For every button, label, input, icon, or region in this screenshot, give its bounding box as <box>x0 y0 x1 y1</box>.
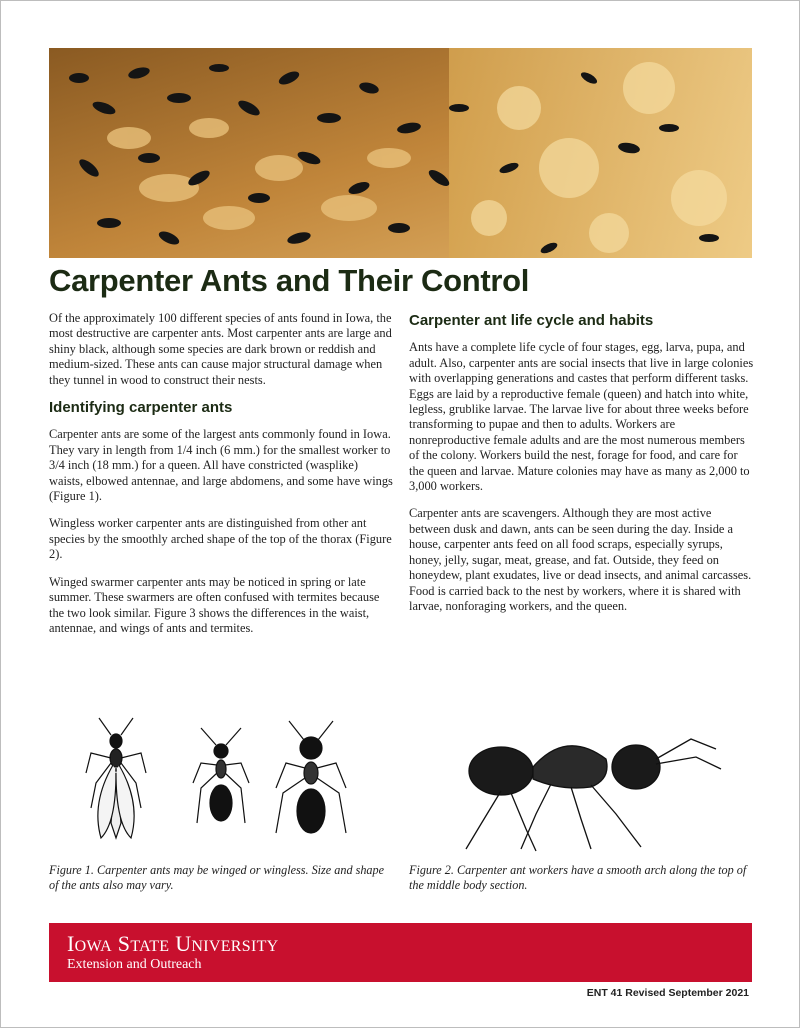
lifecycle-paragraph-1: Ants have a complete life cycle of four stages, egg, larva, pupa, and adult. Also, carpenter ants are social insects that live in large colonies with overlapping generations and castes that perform different tasks. Eggs are laid by a reproductive female (queen) and hatch into white, legless, grublike larvae. The larvae live for about three weeks before transforming to pupae and then to adults. Workers are nonreproductive female adults and are the most numerous members of the colony. Workers build the nest, forage for food, and care for the queen and larvae. Mature colonies may have as many as 2,000 to 3,000 workers. <box>409 340 754 494</box>
publication-code: ENT 41 Revised September 2021 <box>586 987 749 999</box>
lifecycle-paragraph-2: Carpenter ants are scavengers. Although they are most active between dusk and dawn, ants can be seen during the day. Inside a house, carpenter ants feed on all food scraps, especially syrups, honey, jelly, sugar, meat, grease, and fat. Outside, they feed on honeydew, plant exudates, live or dead insects, and animal carcasses. Food is carried back to the nest by workers, where it is shared with larvae, nonforaging workers, and the queen. <box>409 506 752 613</box>
section-heading-identifying: Identifying carpenter ants <box>49 399 233 417</box>
winged-ant-illustration <box>86 718 146 838</box>
intro-paragraph: Of the approximately 100 different species of ants found in Iowa, the most destructive are carpenter ants. Most carpenter ants are large and shiny black, although some species are dark brown or reddish and medium-sized. These ants can cause major structural damage when they tunnel in wood to construct their nests. <box>49 311 392 387</box>
identifying-paragraph-3: Winged swarmer carpenter ants may be noticed in spring or late summer. These swarmers are often confused with termites because the two look similar. Figure 3 shows the differences in the waist, antennae, and wings of ants and termites. <box>49 574 380 635</box>
figure-2-worker-ant-side-view <box>441 729 741 854</box>
page-title: Carpenter Ants and Their Control <box>49 263 530 298</box>
identifying-paragraph-1: Carpenter ants are some of the largest ants commonly found in Iowa. They vary in length from 1/4 inch (6 mm.) for the smallest worker to 3/4 inch (18 mm.) for a queen. All have constricted (wasplike) waists, elbowed antennae, and large abdomens, and some have wings (Figure 1). <box>49 427 393 504</box>
large-worker-ant-illustration <box>276 721 346 833</box>
university-wordmark: IOWA STATE UNIVERSITY <box>67 931 279 956</box>
left-column <box>49 311 394 648</box>
figure-2-caption: Figure 2. Carpenter ant workers have a smooth arch along the top of the middle body section. <box>409 863 747 892</box>
right-column <box>409 313 754 626</box>
extension-subtitle: Extension and Outreach <box>67 957 202 972</box>
worker-ant-illustration <box>193 728 249 823</box>
figure-1-caption: Figure 1. Carpenter ants may be winged or wingless. Size and shape of the ants also may vary. <box>49 863 385 892</box>
figure-1-ant-illustrations <box>61 713 391 853</box>
identifying-paragraph-2: Wingless worker carpenter ants are distinguished from other ant species by the smoothly arched shape of the top of the thorax (Figure 2). <box>49 516 392 562</box>
section-heading-lifecycle: Carpenter ant life cycle and habits <box>409 312 654 329</box>
header-photo-carpenter-ants <box>49 48 752 258</box>
footer-banner <box>49 923 752 982</box>
